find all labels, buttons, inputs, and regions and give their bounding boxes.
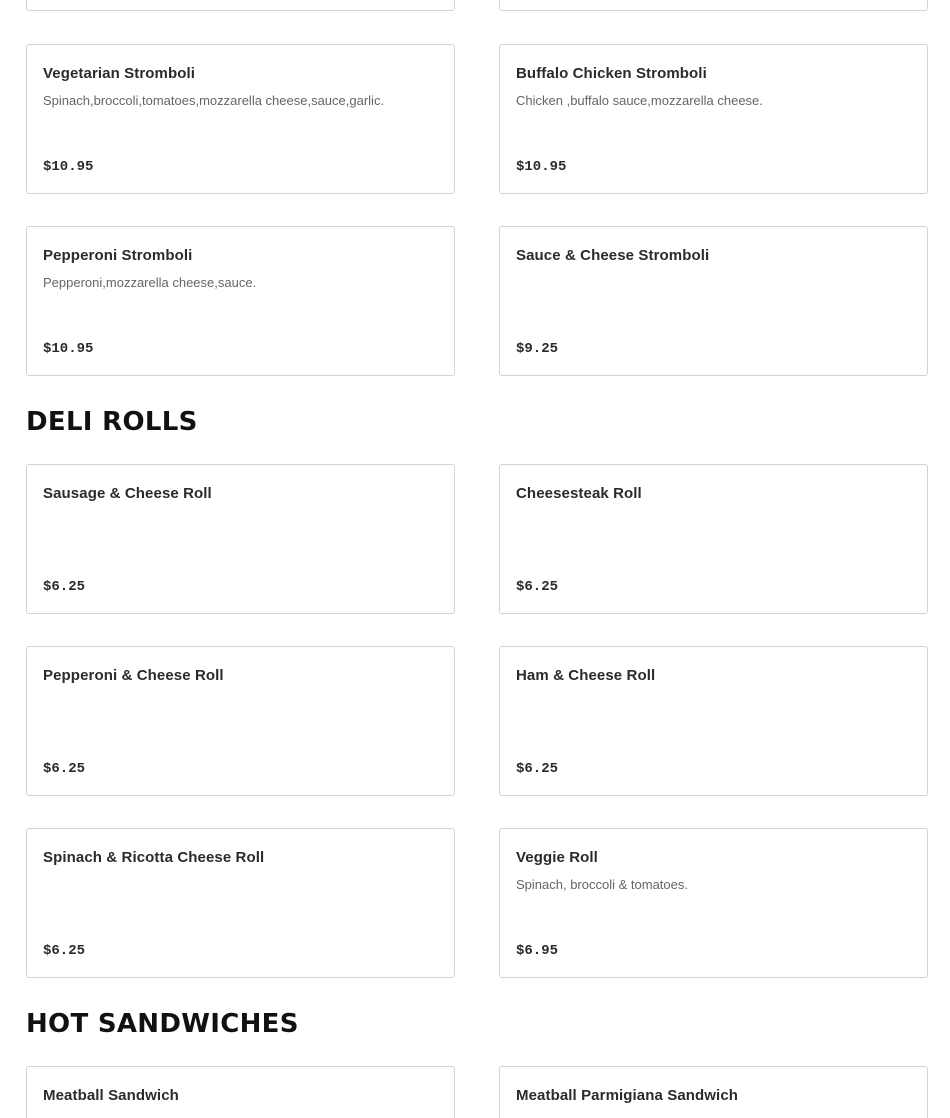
item-price: $6.95 — [516, 943, 559, 959]
section-title-deli-rolls: DELI ROLLS — [26, 407, 198, 437]
item-price: $6.25 — [43, 579, 86, 595]
menu-item-spinach-ricotta-cheese-roll[interactable] — [26, 828, 455, 978]
menu-item-cheesesteak-roll[interactable] — [499, 464, 928, 614]
item-name: Meatball Parmigiana Sandwich — [516, 1087, 739, 1104]
menu-item-buffalo-chicken-stromboli[interactable] — [499, 44, 928, 194]
section-title-hot-sandwiches: HOT SANDWICHES — [26, 1009, 299, 1039]
item-name: Pepperoni Stromboli — [43, 247, 193, 264]
item-name: Spinach & Ricotta Cheese Roll — [43, 849, 265, 866]
menu-item-sauce-cheese-stromboli[interactable] — [499, 226, 928, 376]
menu-item-vegetarian-stromboli[interactable] — [26, 44, 455, 194]
item-description: Chicken ,buffalo sauce,mozzarella cheese. — [516, 93, 763, 108]
menu-item-pepperoni-cheese-roll[interactable] — [26, 646, 455, 796]
item-price: $6.25 — [516, 761, 559, 777]
item-name: Meatball Sandwich — [43, 1087, 179, 1104]
item-price: $10.95 — [43, 159, 94, 175]
item-price: $6.25 — [516, 579, 559, 595]
menu-item-sausage-cheese-roll[interactable] — [26, 464, 455, 614]
item-price: $9.25 — [516, 341, 559, 357]
menu-item-pepperoni-stromboli[interactable] — [26, 226, 455, 376]
item-name: Sauce & Cheese Stromboli — [516, 247, 710, 264]
item-name: Sausage & Cheese Roll — [43, 485, 212, 502]
menu-item-ham-cheese-roll[interactable] — [499, 646, 928, 796]
item-name: Veggie Roll — [516, 849, 598, 866]
item-price: $6.25 — [43, 761, 86, 777]
item-name: Vegetarian Stromboli — [43, 65, 196, 82]
menu-item-card[interactable] — [499, 0, 928, 11]
item-name: Cheesesteak Roll — [516, 485, 642, 502]
menu-item-meatball-sandwich[interactable] — [26, 1066, 455, 1118]
item-description: Spinach, broccoli & tomatoes. — [516, 877, 688, 892]
menu-item-meatball-parmigiana-sandwich[interactable] — [499, 1066, 928, 1118]
item-name: Pepperoni & Cheese Roll — [43, 667, 224, 684]
item-price: $10.95 — [43, 341, 94, 357]
item-name: Ham & Cheese Roll — [516, 667, 656, 684]
menu-item-veggie-roll[interactable] — [499, 828, 928, 978]
menu-item-card[interactable] — [26, 0, 455, 11]
item-price: $6.25 — [43, 943, 86, 959]
item-name: Buffalo Chicken Stromboli — [516, 65, 707, 82]
item-price: $10.95 — [516, 159, 567, 175]
item-description: Spinach,broccoli,tomatoes,mozzarella cheese,sauce,garlic. — [43, 93, 385, 108]
item-description: Pepperoni,mozzarella cheese,sauce. — [43, 275, 257, 290]
